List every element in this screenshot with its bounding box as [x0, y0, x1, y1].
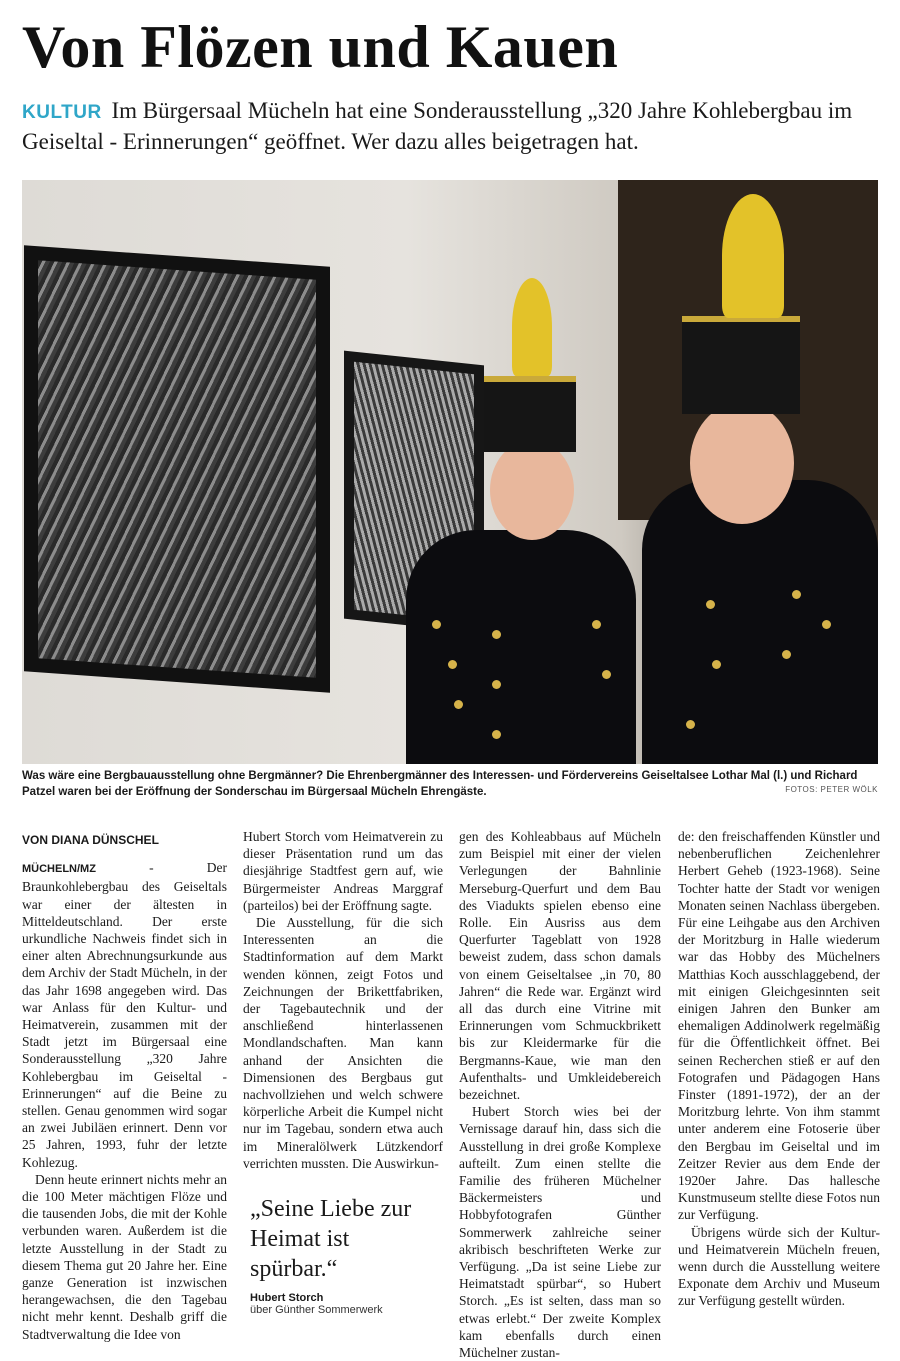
headline: Von Flözen und Kauen	[22, 14, 619, 80]
paragraph: Die Ausstellung, für die sich Interessenten an die Stadtinformation auf dem Markt wenden können, zeigt Fotos und Zeichnungen der Brikettfabriken, der Tagebautechnik und der anschließend hinterlassenen Mondlandschaften. Man kann anhand der Ansichten die Dimensionen des Bergbaus gut nachvollziehen und welch schwere körperliche Arbeit die Kumpel nicht nur im Tagebau, sondern etwa auch im Mineralölwerk Lützkendorf verrichten mussten. Die Auswirkun-	[243, 915, 443, 1171]
paragraph-text: - Der Braunkohlebergbau des Geiseltals war einer der ältesten in Mitteldeutschland. Der erste urkundliche Nachweis findet sich in einer alten Abrechnungsurkunde aus dem Archiv der Stadt Mücheln, in der das Jahr 1698 angegeben wird. Das war Anlass für den Kultur- und Heimatverein, zusammen mit der Stadt jetzt im Bürgersaal eine Sonderausstellung „320 Jahre Kohlebergbau im Geiseltal - Erinnerungen“ auf die Beine zu stellen. Genau genommen wird sogar an zwei Jubiläen erinnert. Denn vor 25 Jahren, 1993, fuhr der letzte Kohlezug.	[22, 860, 228, 1170]
uniform-button	[782, 650, 791, 659]
byline: VON DIANA DÜNSCHEL	[22, 833, 159, 847]
paragraph: de: den freischaffenden Künstler und nebenberuflichen Zeichenlehrer Herbert Geheb (1923-1968). Seine Tochter hatte der Stadt vor wenigen Monaten seinen Nachlass übergeben. Für eine Leihgabe aus den Archiven der Moritzburg in Halle wiederum war das Hobby des Müchelners Matthias Koch ausschlaggebend, der mit einigen Gleichgesinnten seit einigen Jahren den Bunker am ehemaligen Addinolwerk regelmäßig für die Öffentlichkeit öffnet. Bei seinen Recherchen stieß er auf den Fotografen und Pädagogen Hans Finster (1891-1972), der an der Moritzburg lehrte. Von ihm stammt unter anderem eine Fotoserie über den Bergbau im Geiseltal und im Zeitzer Revier aus dem Ende der 1920er Jahre. Das hallesche Kunstmuseum stellte diese Fotos nun zur Verfügung.	[678, 829, 880, 1223]
paragraph: gen des Kohleabbaus auf Mücheln zum Beispiel mit einer der vielen Verlegungen der Bahnlinie Merseburg-Querfurt und dem Bau des Viadukts spielen ebenso eine Rolle. Ein Ausriss aus dem Querfurter Tageblatt von 1928 beweist zudem, dass schon damals von einem Geiseltalsee „in 70, 80 Jahren“ die Rede war. Ergänzt wird all das durch eine Vitrine mit Erinnerungen vom Schmuckbrikett bis zur Kleidermarke für die Bergmanns-Kaue, wie man den Aufenthalts- und Umkleidebereich bezeichnet.	[459, 829, 661, 1103]
paragraph: Denn heute erinnert nichts mehr an die 100 Meter mächtigen Flöze und die tausenden Jobs, die mit der Kohle verbunden waren. Außerdem ist die letzte Ausstellung in der Stadt zu diesem Thema gut 20 Jahre her. Eine ganze Generation ist inzwischen herangewachsen, die den Tagebau nicht mehr kennt. Deshalb griff die Stadtverwaltung die Idee von	[22, 1171, 227, 1342]
article-column-1	[22, 828, 227, 1343]
hat-plume-left	[512, 278, 552, 376]
miner-hat-left	[484, 376, 576, 452]
face-left	[490, 440, 574, 540]
uniform-button	[454, 700, 463, 709]
article-column-4	[678, 828, 880, 1310]
photo-credit: FOTOS: PETER WÖLK	[785, 785, 878, 794]
dateline: MÜCHELN/MZ	[22, 863, 96, 876]
pull-quote	[250, 1194, 440, 1316]
uniform-button	[712, 660, 721, 669]
uniform-button	[822, 620, 831, 629]
photo-caption: Was wäre eine Bergbauausstellung ohne Bergmänner? Die Ehrenbergmänner des Interessen- und Fördervereins Geiseltalsee Lothar Mal (l.) und Richard Patzel waren bei der Eröffnung der Sonderschau im Bürgersaal Mücheln Ehrengäste.	[22, 770, 858, 798]
uniform-button	[492, 630, 501, 639]
section-kicker: KULTUR	[22, 102, 102, 123]
article-column-3	[459, 828, 661, 1361]
uniform-button	[432, 620, 441, 629]
uniform-button	[492, 730, 501, 739]
miner-hat-right	[682, 316, 800, 414]
uniform-button	[706, 600, 715, 609]
framed-artwork-left	[24, 245, 330, 692]
uniform-button	[448, 660, 457, 669]
paragraph: Hubert Storch wies bei der Vernissage darauf hin, dass sich die Ausstellung in drei große Komplexe aufteilt. Zum einen stellte die Familie des früheren Müchelner Bäckermeisters und Hobbyfotografen Günther Sommerwerk zahlreiche seiner akribisch beschrifteten Werke zur Verfügung. „Da ist seine Liebe zur Heimatstadt spürbar“, so Hubert Storch. „Es ist selten, dass man so etwas erlebt.“ Der zweite Komplex kam ebenfalls durch einen Müchelner zustan-	[459, 1104, 661, 1361]
uniform-button	[686, 720, 695, 729]
paragraph: Hubert Storch vom Heimatverein zu dieser Präsentation rund um das diesjährige Stadtfest gern auf, wie Bürgermeister Andreas Marggraf (parteilos) bei der Eröffnung sagte.	[243, 829, 443, 913]
intro-teaser	[22, 96, 882, 156]
uniform-button	[792, 590, 801, 599]
uniform-button	[492, 680, 501, 689]
miner-richard-patzel	[642, 480, 878, 764]
article-photo	[22, 180, 878, 764]
uniform-button	[602, 670, 611, 679]
paragraph: Übrigens würde sich der Kultur- und Heimatverein Mücheln freuen, wenn durch die Ausstellung weitere Exponate dem Archiv und Museum zur Verfügung gestellt würden.	[678, 1224, 880, 1309]
article-column-2	[243, 828, 443, 1172]
paragraph	[22, 859, 227, 1171]
pull-quote-author: Hubert Storch	[250, 1292, 324, 1304]
face-right	[690, 402, 794, 524]
hat-plume-right	[722, 194, 784, 318]
pull-quote-role: über Günther Sommerwerk	[250, 1304, 383, 1316]
miner-lothar-mal	[406, 530, 636, 764]
intro-text: Im Bürgersaal Mücheln hat eine Sonderausstellung „320 Jahre Kohlebergbau im Geiseltal - Erinnerungen“ geöffnet. Wer dazu alles beigetragen hat.	[22, 98, 853, 154]
uniform-button	[592, 620, 601, 629]
pull-quote-text: „Seine Liebe zur Heimat ist spürbar.“	[250, 1196, 412, 1282]
